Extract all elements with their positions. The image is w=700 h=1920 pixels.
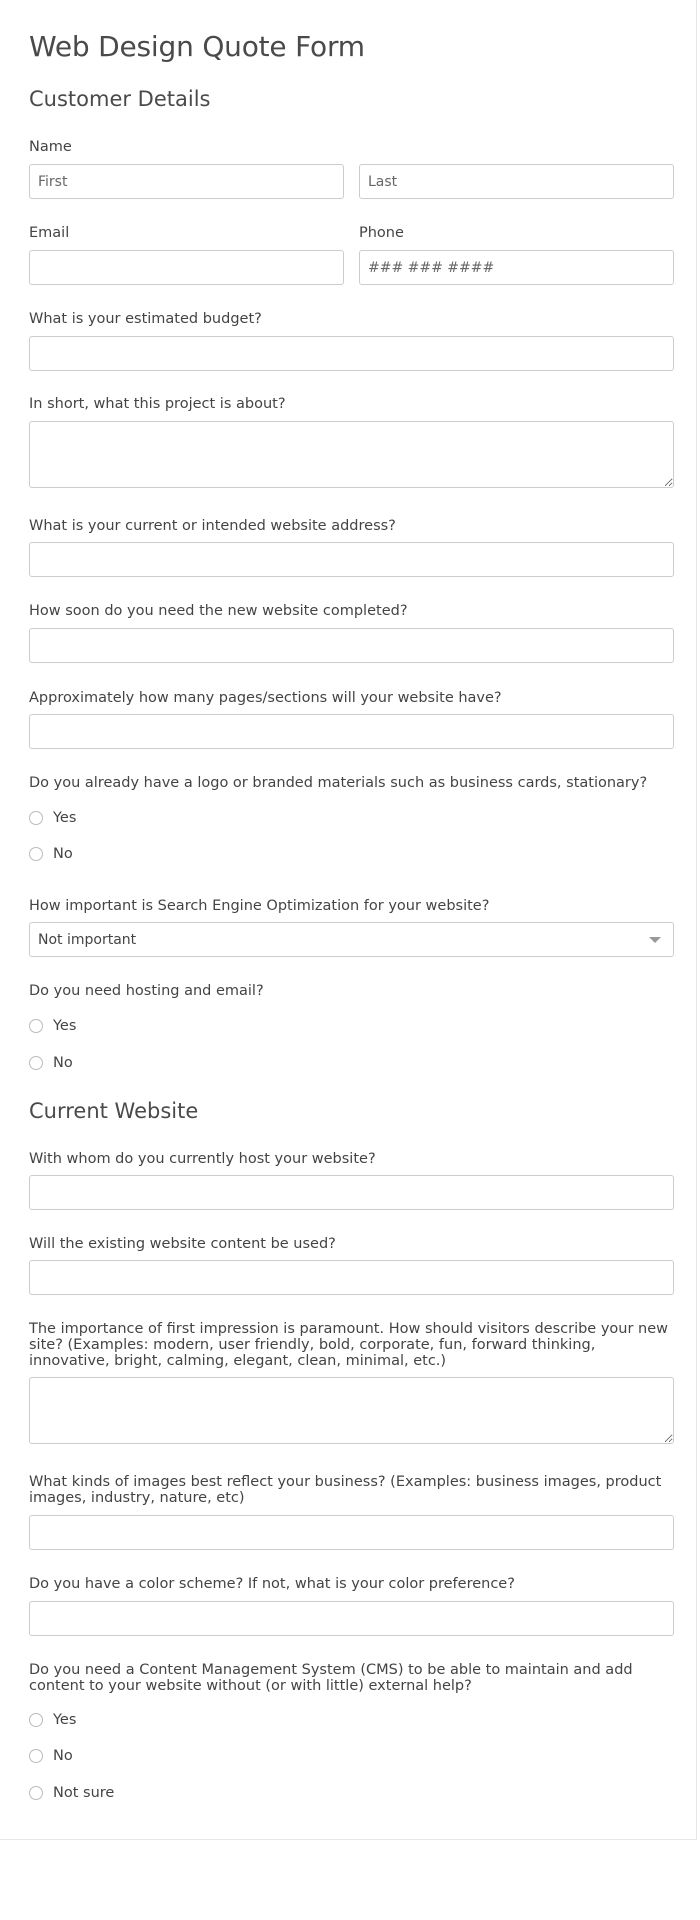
radio-label: Yes xyxy=(53,1018,77,1034)
current-host-input[interactable] xyxy=(29,1175,674,1210)
pages-count-label: Approximately how many pages/sections will your website have? xyxy=(29,690,502,706)
hosting-option-yes[interactable] xyxy=(29,1016,76,1036)
cms-option-no[interactable] xyxy=(29,1746,73,1766)
cms-option-yes[interactable] xyxy=(29,1710,76,1730)
radio-label: Yes xyxy=(53,810,77,826)
radio-label: No xyxy=(53,1055,73,1071)
images-label: What kinds of images best reflect your business? (Examples: business images, product images, industry, nature, etc) xyxy=(29,1474,662,1506)
website-address-label: What is your current or intended website address? xyxy=(29,518,396,534)
radio-circle-icon[interactable] xyxy=(29,1056,43,1070)
radio-label: No xyxy=(53,846,73,862)
chevron-down-icon xyxy=(649,937,661,943)
logo-option-yes[interactable] xyxy=(29,808,76,828)
phone-input[interactable] xyxy=(359,250,674,285)
hosting-label: Do you need hosting and email? xyxy=(29,983,264,999)
images-input[interactable] xyxy=(29,1515,674,1550)
first-impression-label: The importance of first impression is paramount. How should visitors describe your new site? (Examples: modern, user friendly, bold, corporate, fun, forward thinking, innovative, bright, calming, elegant, clean, minimal, etc.) xyxy=(29,1321,669,1369)
completion-time-input[interactable] xyxy=(29,628,674,663)
radio-circle-icon[interactable] xyxy=(29,811,43,825)
budget-input[interactable] xyxy=(29,336,674,371)
first-name-input[interactable] xyxy=(29,164,344,199)
hosting-option-no[interactable] xyxy=(29,1053,73,1073)
last-name-input[interactable] xyxy=(359,164,674,199)
first-impression-textarea[interactable] xyxy=(29,1377,674,1444)
cms-option-not-sure[interactable] xyxy=(29,1783,114,1803)
seo-selected-value: Not important xyxy=(38,931,137,948)
radio-circle-icon[interactable] xyxy=(29,1749,43,1763)
radio-circle-icon[interactable] xyxy=(29,1019,43,1033)
pages-count-input[interactable] xyxy=(29,714,674,749)
email-label: Email xyxy=(29,225,70,241)
email-input[interactable] xyxy=(29,250,344,285)
section-title-current-website: Current Website xyxy=(29,1099,199,1123)
radio-label: No xyxy=(53,1748,73,1764)
name-label: Name xyxy=(29,139,72,155)
existing-content-input[interactable] xyxy=(29,1260,674,1295)
color-scheme-input[interactable] xyxy=(29,1601,674,1636)
section-title-customer-details: Customer Details xyxy=(29,87,211,111)
seo-select[interactable] xyxy=(29,922,674,957)
radio-circle-icon[interactable] xyxy=(29,1713,43,1727)
radio-label: Not sure xyxy=(53,1785,115,1801)
color-scheme-label: Do you have a color scheme? If not, what is your color preference? xyxy=(29,1576,515,1592)
completion-time-label: How soon do you need the new website completed? xyxy=(29,603,408,619)
radio-label: Yes xyxy=(53,1712,77,1728)
website-address-input[interactable] xyxy=(29,542,674,577)
logo-label: Do you already have a logo or branded materials such as business cards, stationary? xyxy=(29,775,648,791)
radio-circle-icon[interactable] xyxy=(29,847,43,861)
project-about-textarea[interactable] xyxy=(29,421,674,488)
form-title: Web Design Quote Form xyxy=(29,30,365,63)
logo-option-no[interactable] xyxy=(29,844,73,864)
seo-label: How important is Search Engine Optimization for your website? xyxy=(29,898,490,914)
project-about-label: In short, what this project is about? xyxy=(29,396,286,412)
budget-label: What is your estimated budget? xyxy=(29,311,262,327)
phone-label: Phone xyxy=(359,225,404,241)
current-host-label: With whom do you currently host your website? xyxy=(29,1151,376,1167)
cms-label: Do you need a Content Management System (CMS) to be able to maintain and add content to your website without (or with little) external help? xyxy=(29,1662,633,1694)
radio-circle-icon[interactable] xyxy=(29,1786,43,1800)
existing-content-label: Will the existing website content be used? xyxy=(29,1236,336,1252)
